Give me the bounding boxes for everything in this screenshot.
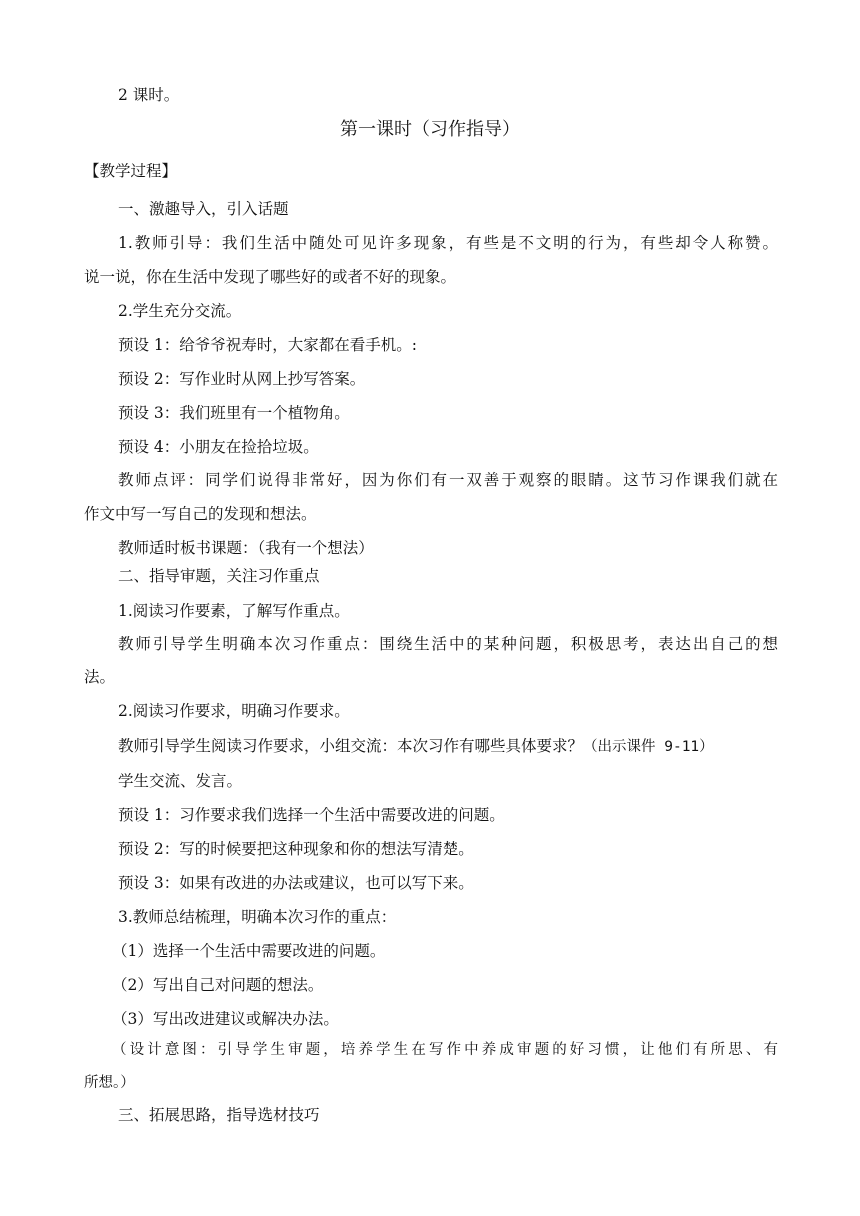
preset-1: 预设 1：给爷爷祝寿时，大家都在看手机。:: [118, 336, 418, 354]
preset-2: 预设 2：写作业时从网上抄写答案。: [118, 370, 366, 388]
design-intent-line-2: 所想。）: [84, 1075, 135, 1091]
step-1-guide-line-2: 法。: [84, 668, 116, 686]
lesson-count: 2 课时。: [118, 86, 180, 104]
students-talk: 学生交流、发言。: [118, 772, 243, 790]
step-3: 3.教师总结梳理，明确本次习作的重点：: [118, 908, 397, 926]
step-2-guide: [118, 736, 714, 757]
point-3: （3）写出改进建议或解决办法。: [112, 1010, 339, 1028]
requirement-preset-2: 预设 2：写的时候要把这种现象和你的想法写清楚。: [118, 840, 474, 858]
page-title: 第一课时（习作指导）: [340, 119, 520, 140]
point-1: （1）选择一个生活中需要改进的问题。: [112, 942, 386, 960]
part2-heading: 二、指导审题，关注习作重点: [118, 567, 320, 585]
part1-heading: 一、激趣导入，引入话题: [118, 200, 289, 218]
step-1-guide-line-1: 教师引导学生明确本次习作重点：围绕生活中的某种问题，积极思考，表达出自己的想: [118, 635, 778, 653]
teacher-comment-line-2: 作文中写一写自己的发现和想法。: [84, 505, 317, 523]
requirement-preset-3: 预设 3：如果有改进的办法或建议，也可以写下来。: [118, 874, 474, 892]
paragraph-2: 2.学生充分交流。: [118, 302, 242, 320]
section-header: 【教学过程】: [84, 162, 178, 180]
board-title: 教师适时板书课题：（我有一个想法）: [118, 539, 374, 557]
preset-3: 预设 3：我们班里有一个植物角。: [118, 404, 350, 422]
courseware-note: （出示课件 9-11）: [583, 739, 714, 755]
point-2: （2）写出自己对问题的想法。: [112, 976, 324, 994]
step-1: 1.阅读习作要素，了解写作重点。: [118, 602, 350, 620]
paragraph-1-line-2: 说一说，你在生活中发现了哪些好的或者不好的现象。: [84, 268, 457, 286]
teacher-comment-line-1: 教师点评：同学们说得非常好，因为你们有一双善于观察的眼睛。这节习作课我们就在: [118, 471, 778, 489]
requirement-preset-1: 预设 1：习作要求我们选择一个生活中需要改进的问题。: [118, 806, 505, 824]
step-2-guide-text: 教师引导学生阅读习作要求，小组交流：本次习作有哪些具体要求？: [118, 737, 584, 755]
design-intent-line-1: （设计意图：引导学生审题，培养学生在写作中养成审题的好习惯，让他们有所思、有: [112, 1042, 778, 1058]
paragraph-1-line-1: 1.教师引导：我们生活中随处可见许多现象，有些是不文明的行为，有些却令人称赞。: [118, 234, 778, 252]
preset-4: 预设 4：小朋友在捡拾垃圾。: [118, 438, 319, 456]
step-2: 2.阅读习作要求，明确习作要求。: [118, 702, 350, 720]
part3-heading: 三、拓展思路，指导选材技巧: [118, 1106, 320, 1124]
